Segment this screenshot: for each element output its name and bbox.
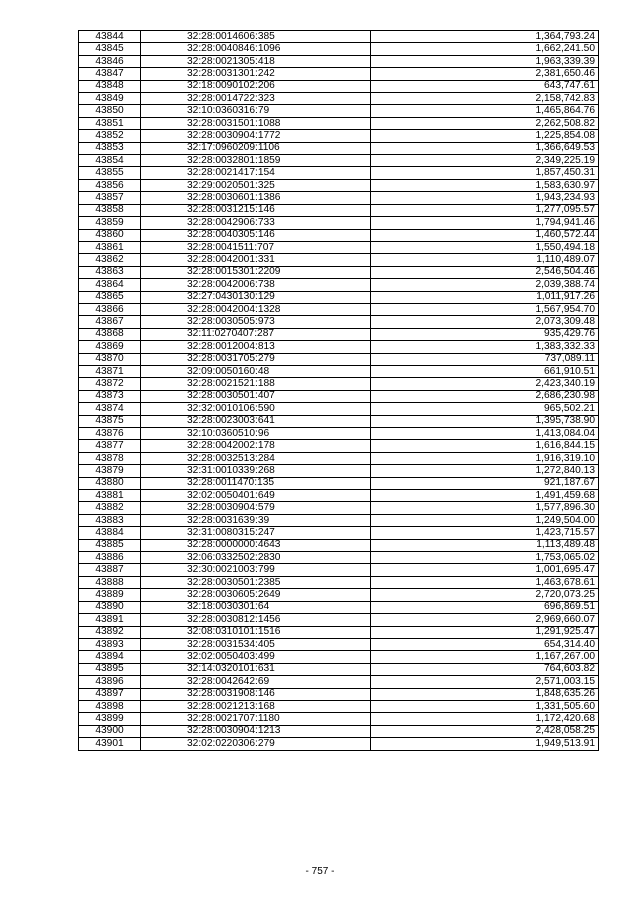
record-number-cell: 43859 <box>79 217 141 229</box>
records-table <box>78 30 599 751</box>
amount-cell: 1,001,695.47 <box>371 564 599 576</box>
table-row <box>79 179 599 191</box>
table-row <box>79 564 599 576</box>
amount-cell: 1,291,925.47 <box>371 626 599 638</box>
table-row <box>79 576 599 588</box>
cadastral-number-cell: 32:02:0050403:499 <box>141 651 371 663</box>
cadastral-number-cell: 32:28:0031908:146 <box>141 688 371 700</box>
record-number-cell: 43879 <box>79 465 141 477</box>
amount-cell: 2,073,309.48 <box>371 316 599 328</box>
record-number-cell: 43866 <box>79 303 141 315</box>
table-row <box>79 514 599 526</box>
record-number-cell: 43855 <box>79 167 141 179</box>
amount-cell: 1,567,954.70 <box>371 303 599 315</box>
amount-cell: 1,943,234.93 <box>371 192 599 204</box>
amount-cell: 2,158,742.83 <box>371 93 599 105</box>
table-row <box>79 365 599 377</box>
table-row <box>79 626 599 638</box>
table-row <box>79 452 599 464</box>
cadastral-number-cell: 32:28:0014606:385 <box>141 31 371 43</box>
table-row <box>79 55 599 67</box>
amount-cell: 1,550,494.18 <box>371 241 599 253</box>
cadastral-number-cell: 32:27:0430130:129 <box>141 291 371 303</box>
table-row <box>79 440 599 452</box>
record-number-cell: 43863 <box>79 266 141 278</box>
table-row <box>79 589 599 601</box>
amount-cell: 1,113,489.48 <box>371 539 599 551</box>
cadastral-number-cell: 32:28:0031215:146 <box>141 204 371 216</box>
cadastral-number-cell: 32:28:0014722:323 <box>141 93 371 105</box>
cadastral-number-cell: 32:28:0030904:1772 <box>141 130 371 142</box>
cadastral-number-cell: 32:28:0042004:1328 <box>141 303 371 315</box>
record-number-cell: 43868 <box>79 328 141 340</box>
amount-cell: 2,428,058.25 <box>371 725 599 737</box>
table-row <box>79 328 599 340</box>
record-number-cell: 43850 <box>79 105 141 117</box>
cadastral-number-cell: 32:28:0042002:178 <box>141 440 371 452</box>
cadastral-number-cell: 32:28:0040846:1096 <box>141 43 371 55</box>
table-row <box>79 105 599 117</box>
record-number-cell: 43893 <box>79 638 141 650</box>
amount-cell: 1,366,649.53 <box>371 142 599 154</box>
amount-cell: 1,577,896.30 <box>371 502 599 514</box>
cadastral-number-cell: 32:28:0040305:146 <box>141 229 371 241</box>
table-row <box>79 688 599 700</box>
amount-cell: 1,364,793.24 <box>371 31 599 43</box>
amount-cell: 1,172,420.68 <box>371 713 599 725</box>
cadastral-number-cell: 32:30:0021003:799 <box>141 564 371 576</box>
cadastral-number-cell: 32:28:0030812:1456 <box>141 614 371 626</box>
amount-cell: 921,187.67 <box>371 477 599 489</box>
amount-cell: 1,463,678.61 <box>371 576 599 588</box>
amount-cell: 1,583,630.97 <box>371 179 599 191</box>
record-number-cell: 43882 <box>79 502 141 514</box>
amount-cell: 2,720,073.25 <box>371 589 599 601</box>
amount-cell: 2,381,650.46 <box>371 68 599 80</box>
amount-cell: 1,460,572.44 <box>371 229 599 241</box>
amount-cell: 2,423,340.19 <box>371 378 599 390</box>
record-number-cell: 43878 <box>79 452 141 464</box>
cadastral-number-cell: 32:28:0030605:2649 <box>141 589 371 601</box>
cadastral-number-cell: 32:18:0030301:64 <box>141 601 371 613</box>
cadastral-number-cell: 32:28:0023003:641 <box>141 415 371 427</box>
table-row <box>79 465 599 477</box>
record-number-cell: 43884 <box>79 527 141 539</box>
amount-cell: 654,314.40 <box>371 638 599 650</box>
cadastral-number-cell: 32:28:0021213:168 <box>141 700 371 712</box>
record-number-cell: 43870 <box>79 353 141 365</box>
record-number-cell: 43889 <box>79 589 141 601</box>
table-row <box>79 738 599 750</box>
table-row <box>79 700 599 712</box>
record-number-cell: 43894 <box>79 651 141 663</box>
record-number-cell: 43854 <box>79 155 141 167</box>
table-row <box>79 229 599 241</box>
table-row <box>79 155 599 167</box>
cadastral-number-cell: 32:28:0031639:39 <box>141 514 371 526</box>
table-row <box>79 167 599 179</box>
table-row <box>79 601 599 613</box>
table-row <box>79 378 599 390</box>
record-number-cell: 43880 <box>79 477 141 489</box>
amount-cell: 1,331,505.60 <box>371 700 599 712</box>
table-row <box>79 130 599 142</box>
table-row <box>79 31 599 43</box>
record-number-cell: 43891 <box>79 614 141 626</box>
cadastral-number-cell: 32:14:0320101:631 <box>141 663 371 675</box>
table-row <box>79 142 599 154</box>
table-row <box>79 490 599 502</box>
amount-cell: 2,262,508.82 <box>371 117 599 129</box>
table-row <box>79 254 599 266</box>
record-number-cell: 43896 <box>79 676 141 688</box>
table-row <box>79 117 599 129</box>
record-number-cell: 43895 <box>79 663 141 675</box>
cadastral-number-cell: 32:28:0015301:2209 <box>141 266 371 278</box>
record-number-cell: 43890 <box>79 601 141 613</box>
amount-cell: 1,225,854.08 <box>371 130 599 142</box>
amount-cell: 1,277,095.57 <box>371 204 599 216</box>
page-number: - 757 - <box>305 866 335 877</box>
cadastral-number-cell: 32:06:0332502:2830 <box>141 552 371 564</box>
record-number-cell: 43883 <box>79 514 141 526</box>
cadastral-number-cell: 32:28:0041511:707 <box>141 241 371 253</box>
table-row <box>79 676 599 688</box>
amount-cell: 1,949,513.91 <box>371 738 599 750</box>
cadastral-number-cell: 32:28:0031705:279 <box>141 353 371 365</box>
table-row <box>79 291 599 303</box>
cadastral-number-cell: 32:28:0030904:579 <box>141 502 371 514</box>
record-number-cell: 43887 <box>79 564 141 576</box>
cadastral-number-cell: 32:28:0012004:813 <box>141 341 371 353</box>
record-number-cell: 43845 <box>79 43 141 55</box>
amount-cell: 1,662,241.50 <box>371 43 599 55</box>
amount-cell: 2,039,388.74 <box>371 279 599 291</box>
table-row <box>79 403 599 415</box>
cadastral-number-cell: 32:08:0310101:1516 <box>141 626 371 638</box>
amount-cell: 643,747.61 <box>371 80 599 92</box>
amount-cell: 2,969,660.07 <box>371 614 599 626</box>
record-number-cell: 43875 <box>79 415 141 427</box>
cadastral-number-cell: 32:28:0021521:188 <box>141 378 371 390</box>
cadastral-number-cell: 32:31:0080315:247 <box>141 527 371 539</box>
cadastral-number-cell: 32:28:0021707:1180 <box>141 713 371 725</box>
record-number-cell: 43857 <box>79 192 141 204</box>
record-number-cell: 43886 <box>79 552 141 564</box>
cadastral-number-cell: 32:17:0960209:1106 <box>141 142 371 154</box>
cadastral-number-cell: 32:28:0030501:407 <box>141 390 371 402</box>
amount-cell: 1,413,084.04 <box>371 428 599 440</box>
cadastral-number-cell: 32:28:0042906:733 <box>141 217 371 229</box>
table-row <box>79 241 599 253</box>
cadastral-number-cell: 32:28:0032801:1859 <box>141 155 371 167</box>
record-number-cell: 43888 <box>79 576 141 588</box>
cadastral-number-cell: 32:28:0000000:4643 <box>141 539 371 551</box>
record-number-cell: 43848 <box>79 80 141 92</box>
record-number-cell: 43852 <box>79 130 141 142</box>
records-table-body <box>79 31 599 751</box>
cadastral-number-cell: 32:29:0020501:325 <box>141 179 371 191</box>
amount-cell: 1,167,267.00 <box>371 651 599 663</box>
amount-cell: 1,383,332.33 <box>371 341 599 353</box>
cadastral-number-cell: 32:28:0011470:135 <box>141 477 371 489</box>
table-row <box>79 353 599 365</box>
table-row <box>79 341 599 353</box>
amount-cell: 2,546,504.46 <box>371 266 599 278</box>
cadastral-number-cell: 32:10:0360316:79 <box>141 105 371 117</box>
table-row <box>79 614 599 626</box>
record-number-cell: 43869 <box>79 341 141 353</box>
cadastral-number-cell: 32:28:0021417:154 <box>141 167 371 179</box>
table-row <box>79 279 599 291</box>
record-number-cell: 43860 <box>79 229 141 241</box>
table-row <box>79 552 599 564</box>
amount-cell: 1,110,489.07 <box>371 254 599 266</box>
cadastral-number-cell: 32:10:0360510:96 <box>141 428 371 440</box>
cadastral-number-cell: 32:02:0220306:279 <box>141 738 371 750</box>
cadastral-number-cell: 32:28:0042001:331 <box>141 254 371 266</box>
table-row <box>79 204 599 216</box>
table-row <box>79 502 599 514</box>
table-row <box>79 428 599 440</box>
record-number-cell: 43851 <box>79 117 141 129</box>
amount-cell: 1,794,941.46 <box>371 217 599 229</box>
table-row <box>79 638 599 650</box>
amount-cell: 1,249,504.00 <box>371 514 599 526</box>
record-number-cell: 43844 <box>79 31 141 43</box>
table-row <box>79 539 599 551</box>
table-row <box>79 68 599 80</box>
cadastral-number-cell: 32:28:0030505:973 <box>141 316 371 328</box>
record-number-cell: 43897 <box>79 688 141 700</box>
table-row <box>79 93 599 105</box>
amount-cell: 1,465,864.76 <box>371 105 599 117</box>
record-number-cell: 43867 <box>79 316 141 328</box>
table-row <box>79 303 599 315</box>
table-row <box>79 390 599 402</box>
amount-cell: 935,429.76 <box>371 328 599 340</box>
table-row <box>79 713 599 725</box>
record-number-cell: 43849 <box>79 93 141 105</box>
record-number-cell: 43853 <box>79 142 141 154</box>
cadastral-number-cell: 32:02:0050401:649 <box>141 490 371 502</box>
amount-cell: 2,686,230.98 <box>371 390 599 402</box>
amount-cell: 2,349,225.19 <box>371 155 599 167</box>
cadastral-number-cell: 32:28:0021305:418 <box>141 55 371 67</box>
record-number-cell: 43876 <box>79 428 141 440</box>
cadastral-number-cell: 32:28:0031501:1088 <box>141 117 371 129</box>
amount-cell: 661,910.51 <box>371 365 599 377</box>
table-row <box>79 725 599 737</box>
record-number-cell: 43873 <box>79 390 141 402</box>
record-number-cell: 43874 <box>79 403 141 415</box>
record-number-cell: 43892 <box>79 626 141 638</box>
amount-cell: 1,491,459.68 <box>371 490 599 502</box>
record-number-cell: 43899 <box>79 713 141 725</box>
amount-cell: 1,963,339.39 <box>371 55 599 67</box>
amount-cell: 1,395,738.90 <box>371 415 599 427</box>
amount-cell: 696,869.51 <box>371 601 599 613</box>
record-number-cell: 43864 <box>79 279 141 291</box>
amount-cell: 1,272,840.13 <box>371 465 599 477</box>
table-row <box>79 663 599 675</box>
amount-cell: 1,616,844.15 <box>371 440 599 452</box>
cadastral-number-cell: 32:18:0090102:206 <box>141 80 371 92</box>
cadastral-number-cell: 32:31:0010339:268 <box>141 465 371 477</box>
amount-cell: 2,571,003.15 <box>371 676 599 688</box>
table-row <box>79 651 599 663</box>
cadastral-number-cell: 32:28:0031301:242 <box>141 68 371 80</box>
record-number-cell: 43900 <box>79 725 141 737</box>
record-number-cell: 43872 <box>79 378 141 390</box>
amount-cell: 965,502.21 <box>371 403 599 415</box>
amount-cell: 1,857,450.31 <box>371 167 599 179</box>
amount-cell: 1,011,917.26 <box>371 291 599 303</box>
record-number-cell: 43898 <box>79 700 141 712</box>
table-row <box>79 316 599 328</box>
cadastral-number-cell: 32:28:0042006:738 <box>141 279 371 291</box>
cadastral-number-cell: 32:28:0030501:2385 <box>141 576 371 588</box>
table-row <box>79 415 599 427</box>
cadastral-number-cell: 32:28:0042642:69 <box>141 676 371 688</box>
cadastral-number-cell: 32:28:0032513:284 <box>141 452 371 464</box>
cadastral-number-cell: 32:11:0270407:287 <box>141 328 371 340</box>
amount-cell: 1,848,635.26 <box>371 688 599 700</box>
record-number-cell: 43862 <box>79 254 141 266</box>
amount-cell: 764,603.82 <box>371 663 599 675</box>
record-number-cell: 43847 <box>79 68 141 80</box>
cadastral-number-cell: 32:28:0030601:1386 <box>141 192 371 204</box>
record-number-cell: 43901 <box>79 738 141 750</box>
table-row <box>79 43 599 55</box>
record-number-cell: 43858 <box>79 204 141 216</box>
amount-cell: 1,916,319.10 <box>371 452 599 464</box>
table-row <box>79 477 599 489</box>
record-number-cell: 43865 <box>79 291 141 303</box>
cadastral-number-cell: 32:32:0010106:590 <box>141 403 371 415</box>
cadastral-number-cell: 32:09:0050160:48 <box>141 365 371 377</box>
record-number-cell: 43885 <box>79 539 141 551</box>
record-number-cell: 43877 <box>79 440 141 452</box>
table-row <box>79 80 599 92</box>
table-row <box>79 266 599 278</box>
record-number-cell: 43881 <box>79 490 141 502</box>
table-row <box>79 527 599 539</box>
record-number-cell: 43846 <box>79 55 141 67</box>
cadastral-number-cell: 32:28:0030904:1213 <box>141 725 371 737</box>
record-number-cell: 43871 <box>79 365 141 377</box>
record-number-cell: 43856 <box>79 179 141 191</box>
amount-cell: 1,753,065.02 <box>371 552 599 564</box>
cadastral-number-cell: 32:28:0031534:405 <box>141 638 371 650</box>
amount-cell: 1,423,715.57 <box>371 527 599 539</box>
table-row <box>79 192 599 204</box>
amount-cell: 737,089.11 <box>371 353 599 365</box>
record-number-cell: 43861 <box>79 241 141 253</box>
table-row <box>79 217 599 229</box>
